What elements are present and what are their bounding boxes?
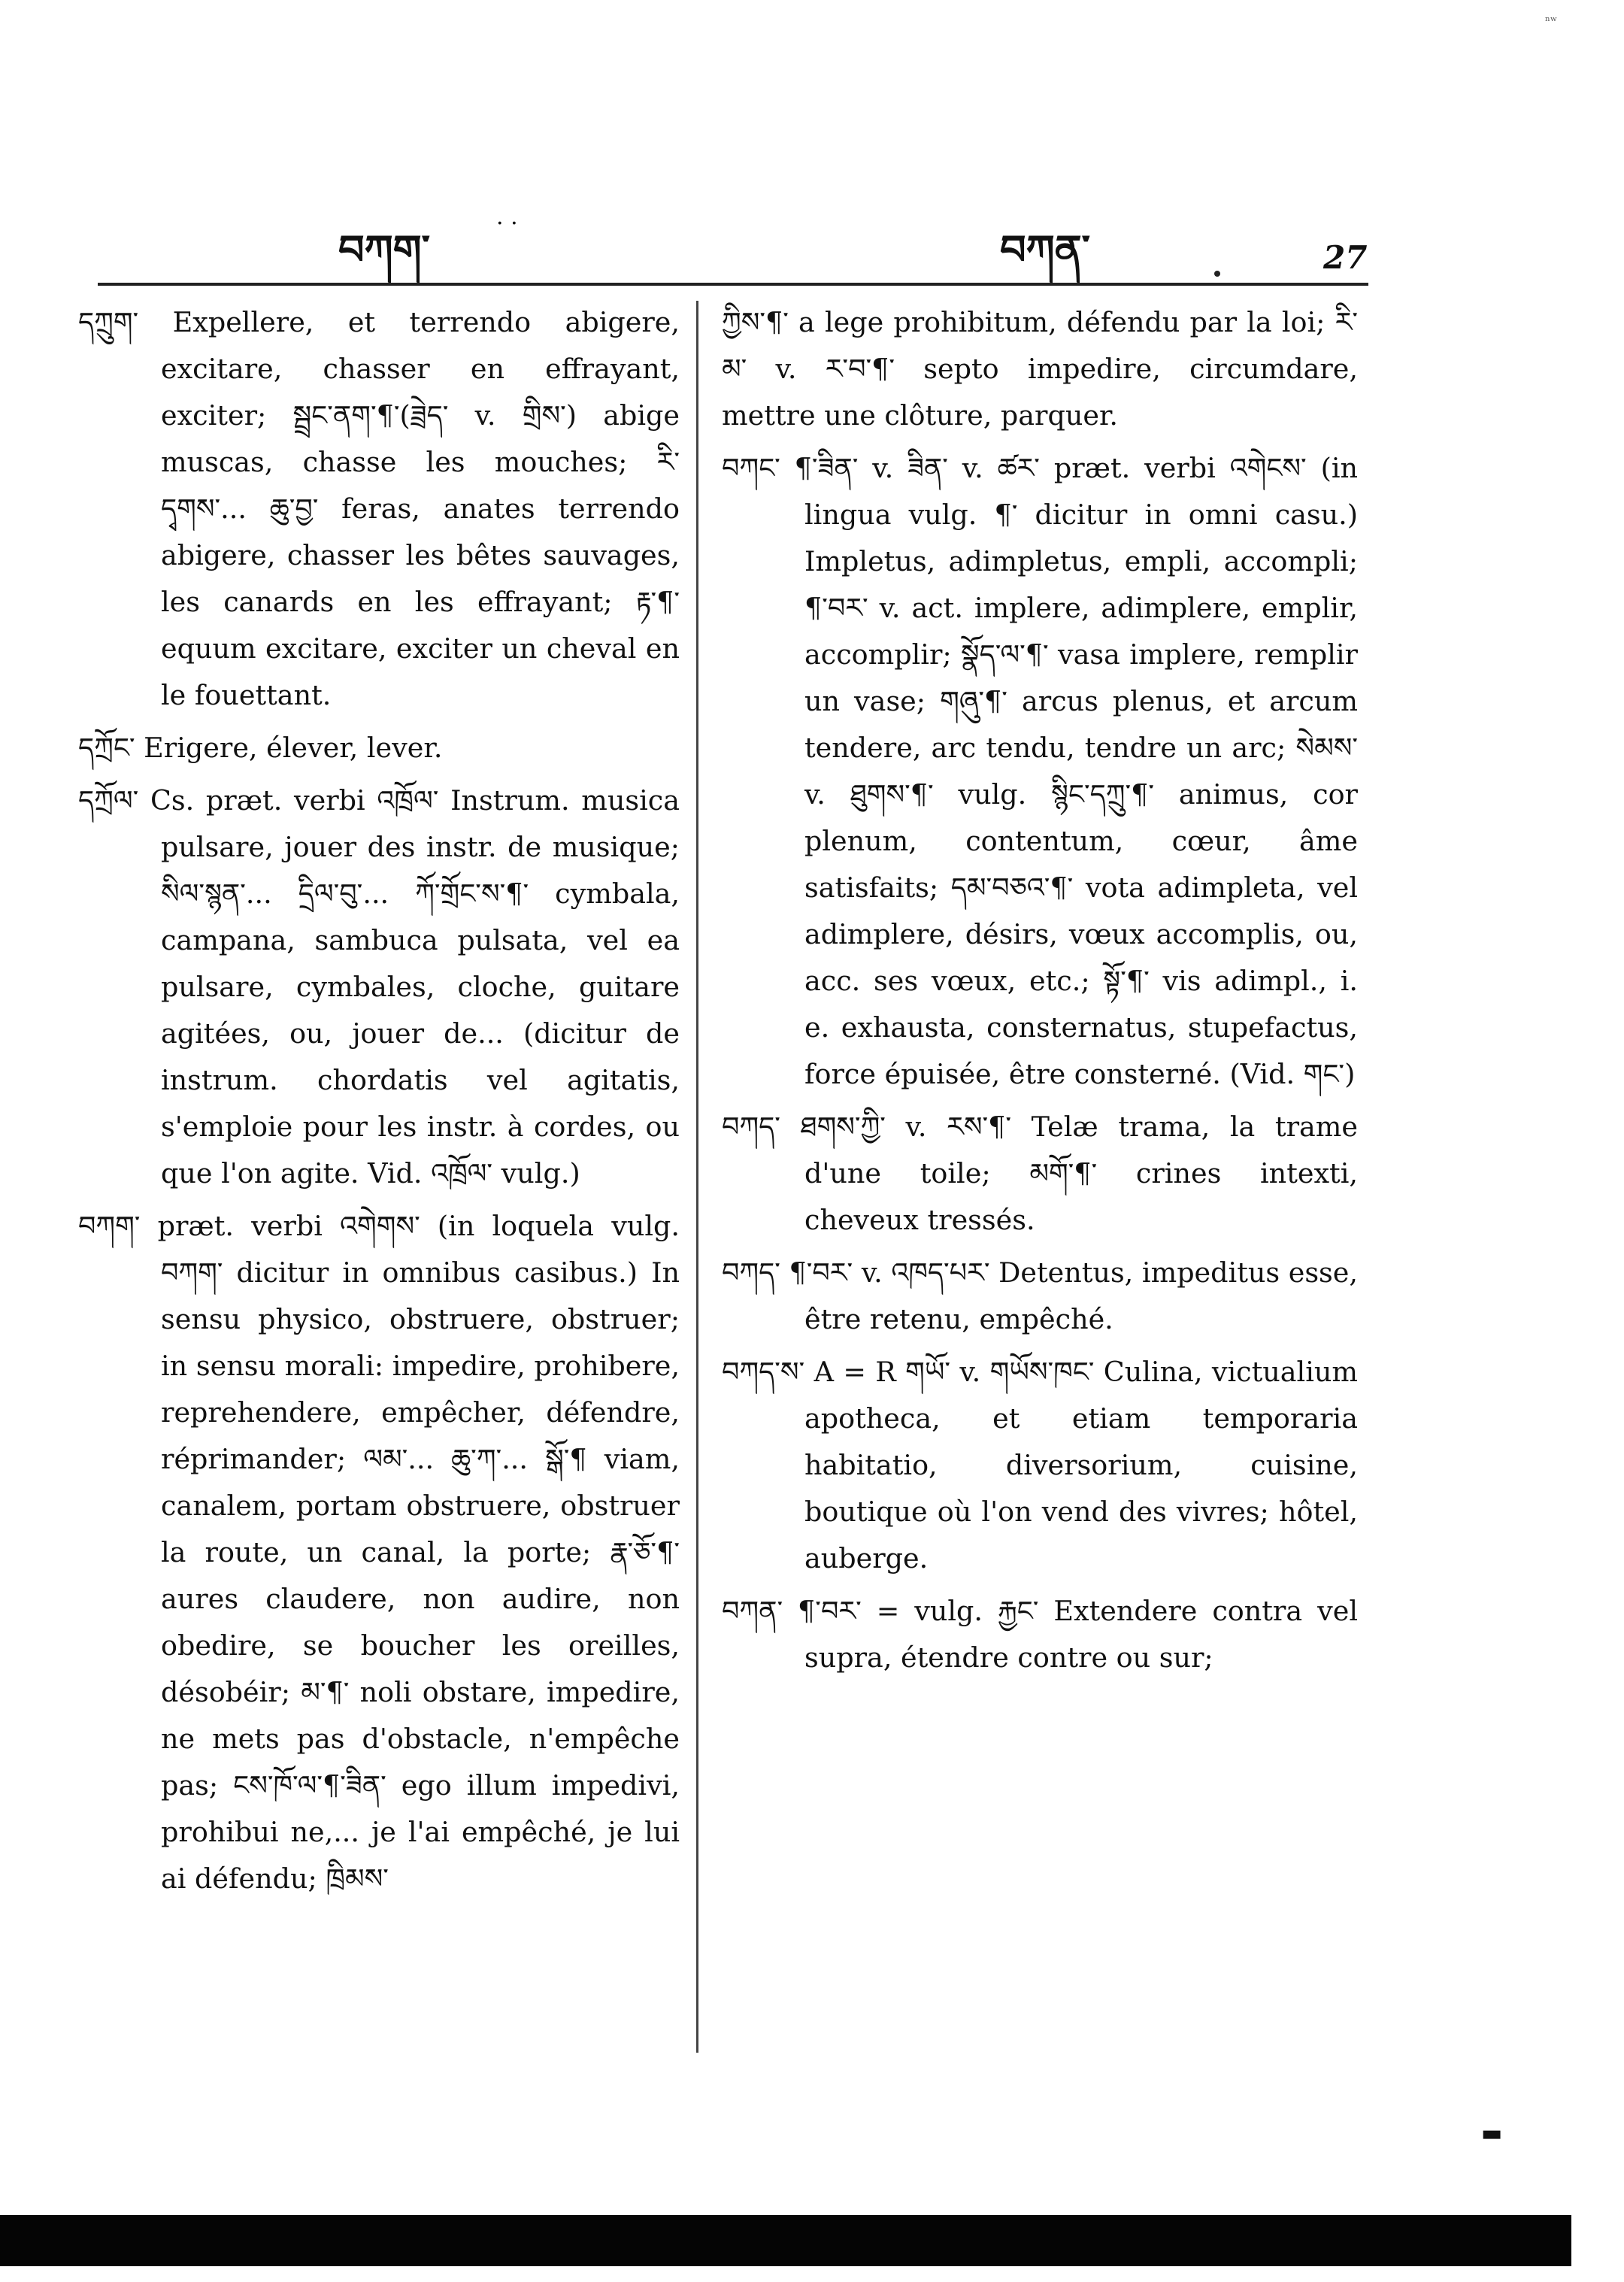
column-divider bbox=[696, 301, 698, 2053]
running-header-right: བཀན་ bbox=[1000, 226, 1090, 274]
right-column bbox=[722, 299, 1358, 1687]
dictionary-entry: བཀད་ ¶་བར་ v. འཁད་པར་ Detentus, impeditus esse, être retenu, empêché. bbox=[722, 1256, 1358, 1335]
dictionary-entry: བཀད་ ཐགས་ཀྱི་ v. རས་¶་ Telæ trama, la trame d'une toile; མགོ་¶་ crines intexti, cheveux tressés. bbox=[722, 1111, 1358, 1236]
dictionary-entry: བཀག་ præt. verbi འགེགས་ (in loquela vulg. བཀག་ dicitur in omnibus casibus.) In sensu physico, obstruere, obstruer; in sensu morali: impedire, prohibere, reprehendere, empêcher, défendre, réprimander; ལམ་... ཆུ་ཀ་... སྒོ་¶ viam, canalem, portam obstruere, obstruer la route, un canal, la porte; རྣ་ཅོ་¶་ aures claudere, non audire, non obedire, se boucher les oreilles, désobéir; མ་¶་ noli obstare, impedire, ne mets pas d'obstacle, n'empêche pas; ངས་ཁོ་ལ་¶་ཟིན་ ego illum impedivi, prohibui ne,... je l'ai empêché, je lui ai défendu; ཁྲིམས་ bbox=[78, 1210, 680, 1895]
left-column bbox=[78, 299, 680, 1908]
edge-mark: ▬ bbox=[1481, 2120, 1503, 2147]
dictionary-entry-continued: ཀྱིས་¶་ a lege prohibitum, défendu par la loi; རི་མ་ v. ར་བ་¶་ septo impedire, circumdare, mettre une clôture, parquer. bbox=[722, 306, 1358, 432]
dictionary-entry: བཀང་ ¶་ཟིན་ v. ཟིན་ v. ཚར་ præt. verbi འགེངས་ (in lingua vulg. ¶་ dicitur in omni casu.) Impletus, adimpletus, empli, accompli; ¶་བར་ v. act. implere, adimplere, emplir, accomplir; སྣོད་ལ་¶་ vasa implere, remplir un vase; གཞུ་¶་ arcus plenus, et arcum tendere, arc tendu, tendre un arc; སེམས་ v. ཐུགས་¶་ vulg. སྙིང་དཀྲུ་¶་ animus, cor plenum, contentum, cœur, âme satisfaits; དམ་བཅའ་¶་ vota adimpleta, vel adimplere, désirs, vœux accomplis, ou, acc. ses vœux, etc.; སྟོ་¶་ vis adimpl., i. e. exhausta, consternatus, stupefactus, force épuisée, être consterné. (Vid. གང་) bbox=[722, 452, 1358, 1090]
dictionary-entry: དཀྲུག་ Expellere, et terrendo abigere, excitare, chasser en effrayant, exciter; སྦྲང་ནག་¶་(ཟྲེད་ v. གྲིས་) abige muscas, chasse les mouches; རི་དྭགས་... ཆུ་བྱ་ feras, anates terrendo abigere, chasser les bêtes sauvages, les canards en les effrayant; རྟ་¶་ equum excitare, exciter un cheval en le fouettant. bbox=[78, 306, 680, 711]
dictionary-entry: དཀྲོང་ Erigere, élever, lever. bbox=[78, 732, 443, 764]
dictionary-entry: དཀྲོལ་ Cs. præt. verbi འཁྲོལ་ Instrum. musica pulsare, jouer des instr. de musique; སིལ་སྙན་... དྲིལ་བུ་... ཀོ་གྲོང་ས་¶་ cymbala, campana, sambuca pulsata, vel ea pulsare, cymbales, cloche, guitare agitées, ou, jouer de... (dicitur de instrum. chordatis vel agitatis, s'emploie pour les instr. à cordes, ou que l'on agite. Vid. འཁྲོལ་ vulg.) bbox=[78, 784, 680, 1189]
margin-dot bbox=[1214, 271, 1220, 277]
dictionary-entry: བཀད་ས་ A = R གཡོ་ v. གཡོས་ཁང་ Culina, victualium apotheca, et etiam temporaria habitatio, diversorium, cuisine, boutique où l'on vend des vivres; hôtel, auberge. bbox=[722, 1356, 1358, 1574]
corner-mark: ⁿʷ bbox=[1545, 14, 1558, 28]
dictionary-entry: བཀན་ ¶་བར་ = vulg. རྐྱང་ Extendere contra vel supra, étendre contre ou sur; bbox=[722, 1595, 1358, 1674]
header-dots: · · bbox=[496, 211, 518, 237]
page-number: 27 bbox=[1323, 239, 1368, 276]
running-header-left: བཀག་ bbox=[338, 226, 430, 274]
scan-bottom-bar bbox=[0, 2215, 1571, 2266]
header-rule bbox=[98, 283, 1368, 286]
